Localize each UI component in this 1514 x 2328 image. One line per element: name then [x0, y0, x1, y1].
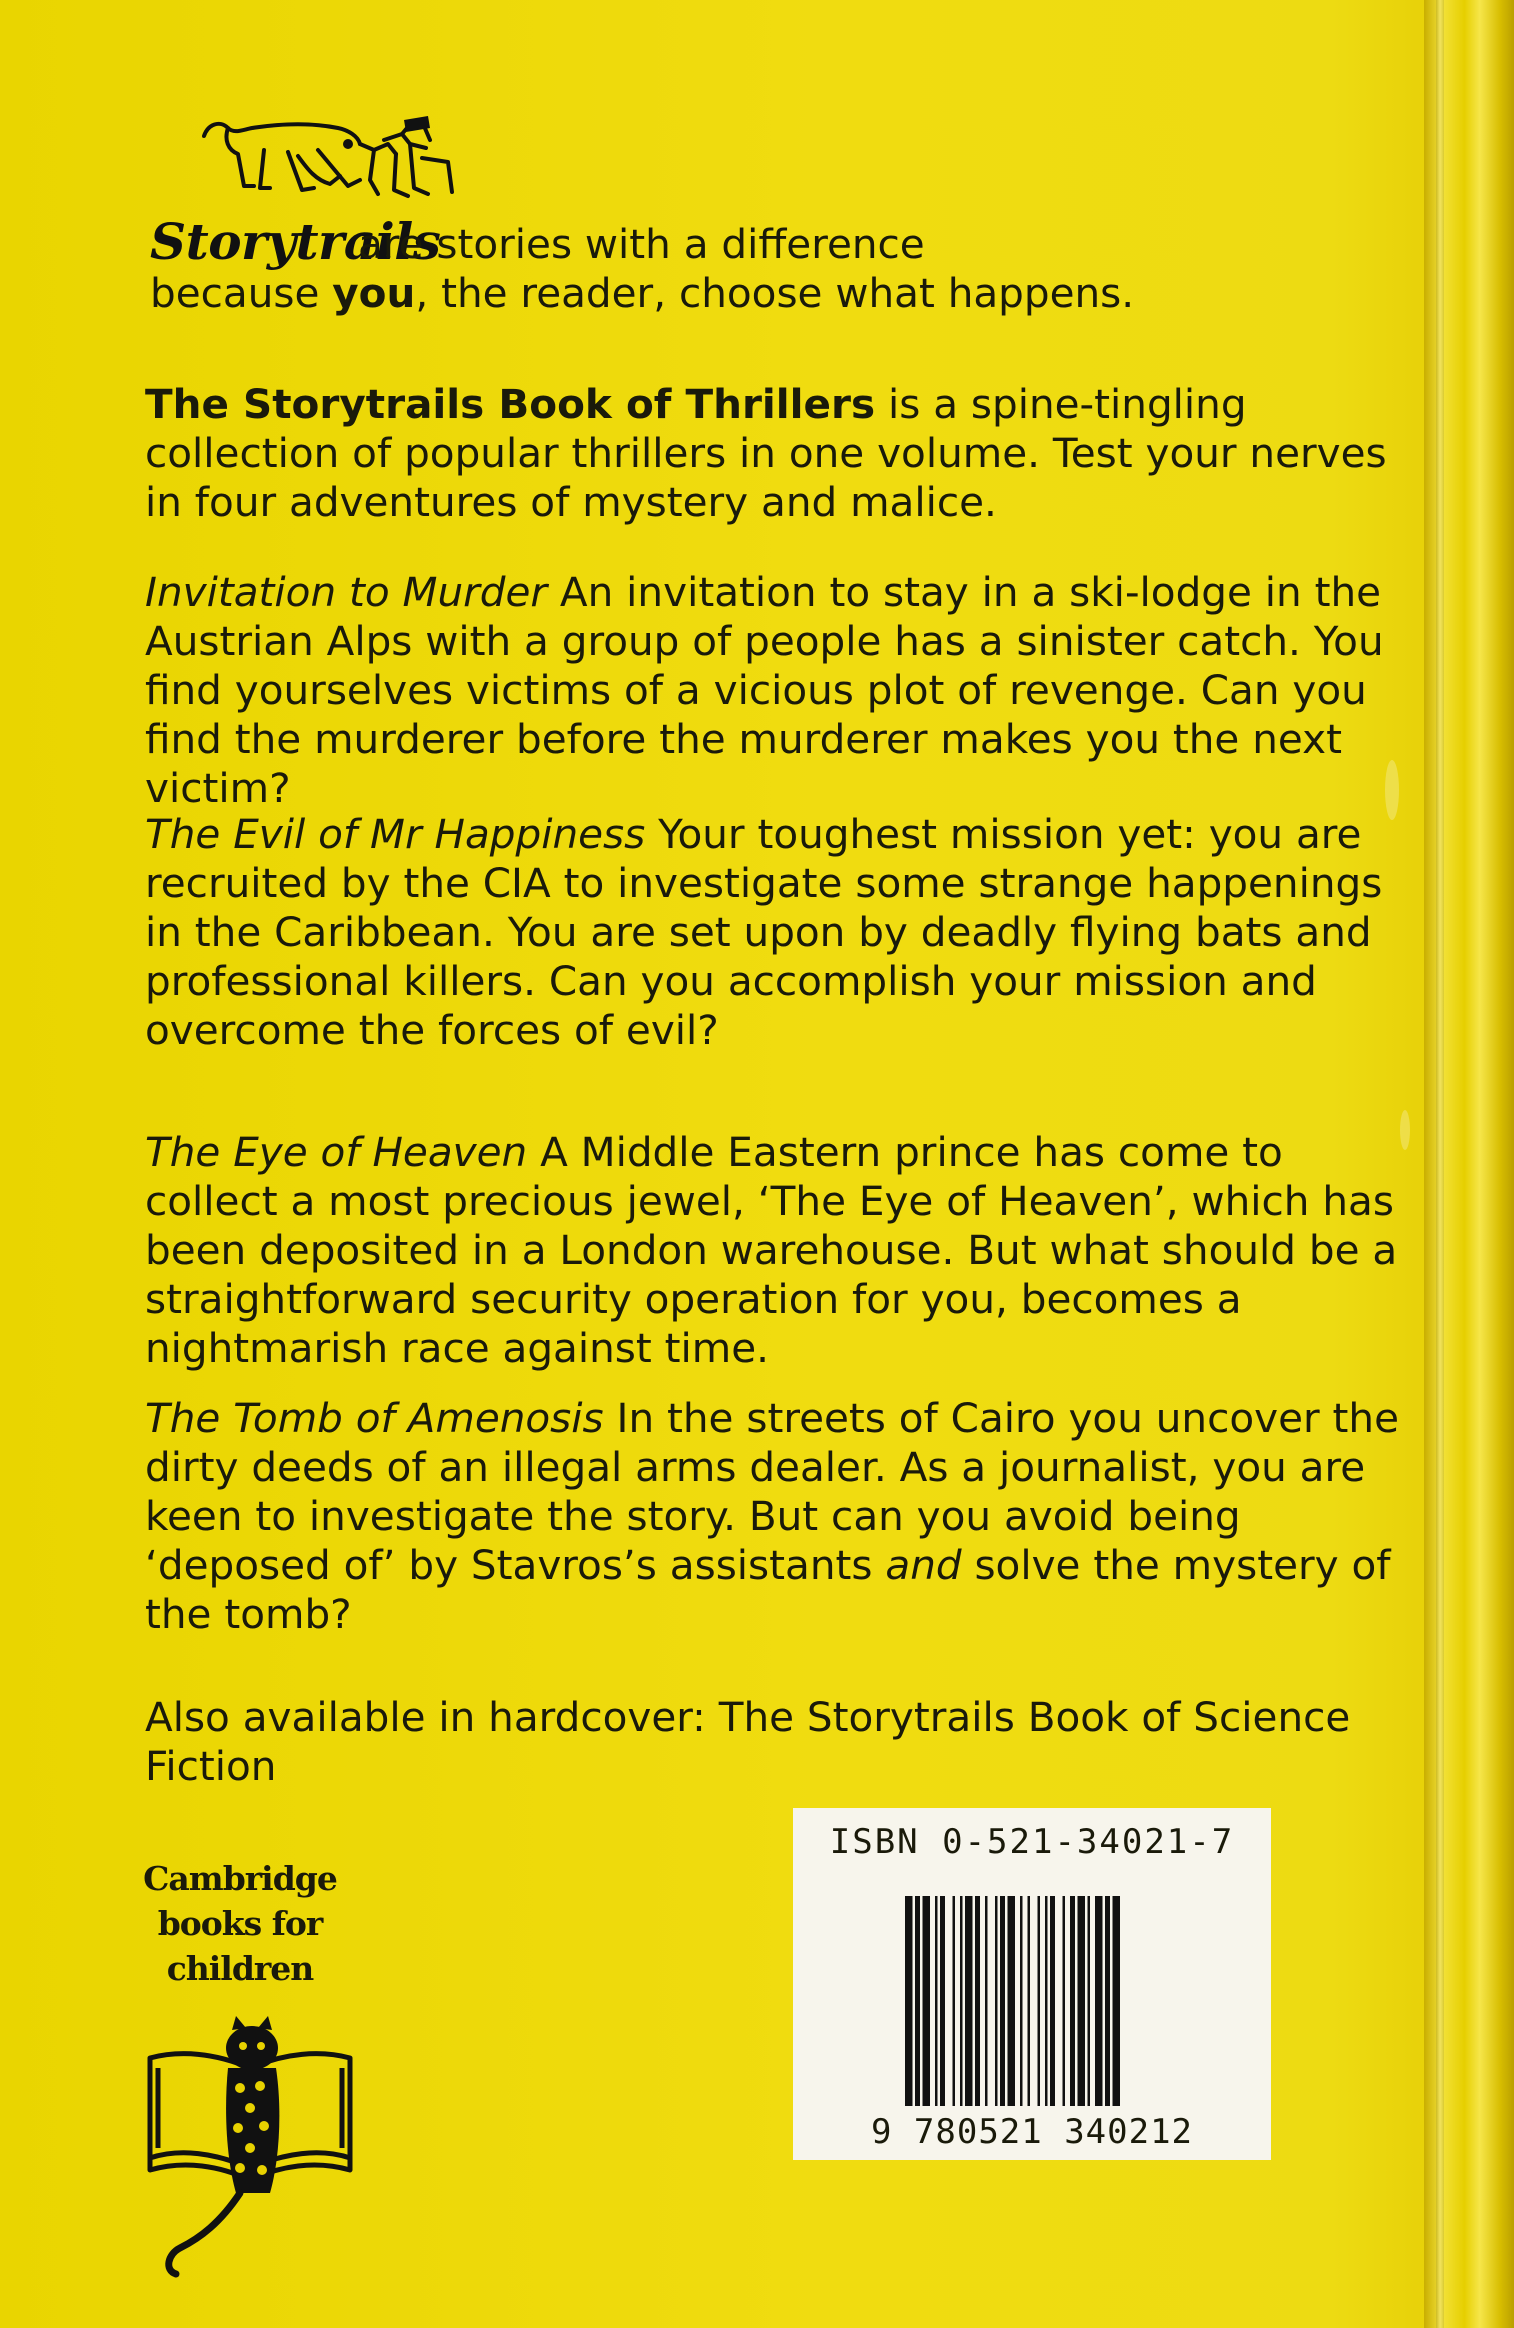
barcode-bar	[905, 1896, 913, 2106]
barcode-bar	[985, 1896, 988, 2106]
publisher-line: Cambridge	[143, 1859, 337, 1898]
barcode-bar	[1000, 1896, 1005, 2106]
story-text: solve the mystery of the tomb?	[145, 1541, 1391, 1638]
story-blurb-2	[145, 810, 1405, 1055]
barcode-bar	[1113, 1896, 1121, 2106]
also-available-text: Also available in hardcover: The Storytrails Book of Science Fiction	[145, 1693, 1351, 1790]
barcode-bar	[1028, 1896, 1031, 2106]
barcode-bar	[1050, 1896, 1055, 2106]
story-title: Invitation to Murder	[145, 568, 548, 616]
also-available-note	[145, 1693, 1405, 1791]
story-paragraph	[145, 1394, 1405, 1639]
publisher-line: children	[166, 1949, 314, 1988]
leopard-on-book-icon	[140, 2008, 360, 2308]
barcode-bar	[1088, 1896, 1091, 2106]
barcode-bar	[965, 1896, 973, 2106]
barcode-bar	[1038, 1896, 1041, 2106]
barcode-bar	[1045, 1896, 1048, 2106]
description-paragraph	[145, 380, 1405, 527]
storytrails-wordmark: Storytrails	[150, 212, 441, 271]
barcode-bar	[940, 1896, 945, 2106]
barcode-bar	[915, 1896, 920, 2106]
story-text: A Middle Eastern prince has come to collect a most precious jewel, ‘The Eye of Heaven’, which has been deposited in a London warehouse. But what should be a straightforward security operation for you, becomes a nightmarish race against time.	[145, 1128, 1398, 1372]
intro-text: , the reader, choose what happens.	[415, 269, 1135, 317]
barcode-number: 9 780521 340212	[870, 2112, 1194, 2152]
intro-emphasis: you	[332, 269, 416, 317]
barcode-bar	[1078, 1896, 1086, 2106]
barcode-bar	[975, 1896, 980, 2106]
description-text: is a spine-tingling collection of popular thrillers in one volume. Test your nerves in four adventures of mystery and malice.	[145, 380, 1387, 526]
book-title: The Storytrails Book of Thrillers	[145, 380, 876, 428]
barcode-bar	[1070, 1896, 1075, 2106]
barcode-bar	[1105, 1896, 1110, 2106]
barcode-bar	[960, 1896, 963, 2106]
barcode-icon	[905, 1896, 1155, 2106]
story-blurb-1	[145, 568, 1405, 813]
story-paragraph	[145, 568, 1405, 813]
intro-text: because	[150, 269, 333, 317]
barcode-bar	[1095, 1896, 1103, 2106]
barcode-bar	[923, 1896, 931, 2106]
publisher-line: books for	[157, 1904, 323, 1943]
barcode-label	[793, 1808, 1271, 2160]
barcode-bar	[1063, 1896, 1066, 2106]
isbn-text: ISBN 0-521-34021-7	[829, 1822, 1235, 1862]
story-paragraph	[145, 810, 1405, 1055]
story-title: The Tomb of Amenosis	[145, 1394, 604, 1442]
story-blurb-4	[145, 1394, 1405, 1639]
barcode-bar	[1020, 1896, 1023, 2106]
intro-line-1: are stories with a difference	[358, 220, 925, 268]
story-title: The Eye of Heaven	[145, 1128, 528, 1176]
intro-paragraph	[150, 220, 1410, 318]
story-text-emphasis: and	[885, 1541, 962, 1589]
barcode-bar	[935, 1896, 938, 2106]
story-text: An invitation to stay in a ski-lodge in the Austrian Alps with a group of people has a sinister catch. You find yourselves victims of a vicious plot of revenge. Can you find the murderer before the murderer makes you the next victim?	[145, 568, 1384, 812]
publisher-name	[130, 1856, 350, 1991]
story-title: The Evil of Mr Happiness	[145, 810, 646, 858]
book-description	[145, 380, 1405, 527]
barcode-bar	[995, 1896, 998, 2106]
story-paragraph	[145, 1128, 1405, 1373]
barcode-bar	[953, 1896, 956, 2106]
barcode-bar	[1008, 1896, 1016, 2106]
lion-and-hunter-icon	[198, 110, 458, 220]
spine-hinge	[1436, 0, 1444, 2328]
intro-line-2	[150, 269, 1410, 318]
story-text: In the streets of Cairo you uncover the dirty deeds of an illegal arms dealer. As a journalist, you are keen to investigate the story. But can you avoid being ‘deposed of’ by Stavros’s assistants	[145, 1394, 1399, 1589]
story-text: Your toughest mission yet: you are recruited by the CIA to investigate some strange happenings in the Caribbean. You are set upon by deadly flying bats and professional killers. Can you accomplish your mission and overcome the forces of evil?	[145, 810, 1383, 1054]
story-blurb-3	[145, 1128, 1405, 1373]
